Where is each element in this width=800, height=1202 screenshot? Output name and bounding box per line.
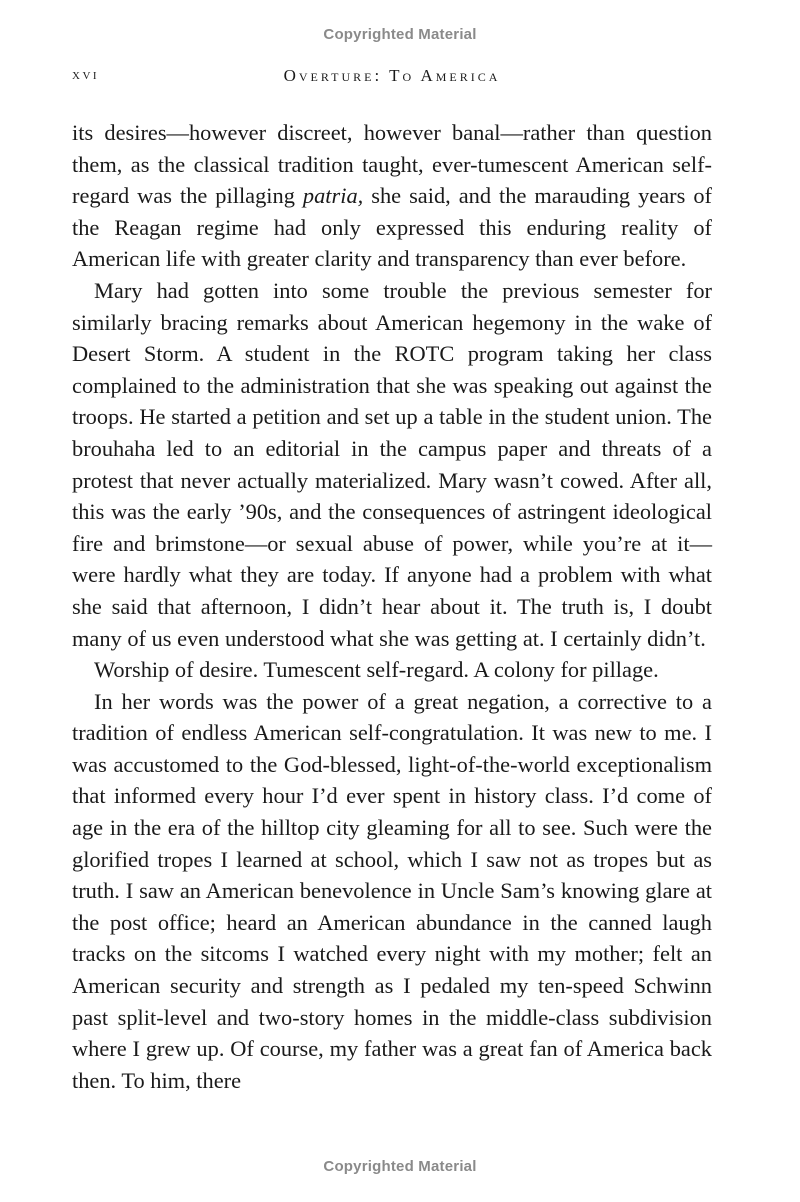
running-header [72,66,712,90]
copyright-watermark-bottom: Copyrighted Material [323,1158,477,1175]
italic-word-patria: patria, [302,183,364,209]
paragraph-continued [72,117,712,275]
running-title: Overture: To America [283,66,501,85]
paragraph-1-text-before: its desires—however discreet, however banal—rather than question them, as the classical tradition taught, ever-tumescent American self-regard was the pillaging [72,120,712,209]
copyright-watermark-top: Copyrighted Material [323,26,477,43]
paragraph-mary-trouble: Mary had gotten into some trouble the previous semester for similarly bracing remarks about American hegemony in the wake of Desert Storm. A student in the ROTC program taking her class complained to the administration that she was speaking out against the troops. He started a petition and set up a table in the student union. The brouhaha led to an editorial in the campus paper and threats of a protest that never actually materialized. Mary wasn’t cowed. After all, this was the early ’90s, and the consequences of astringent ideological fire and brimstone—or sexual abuse of power, while you’re at it—were hardly what they are today. If anyone had a problem with what she said that afternoon, I didn’t hear about it. The truth is, I doubt many of us even understood what she was getting at. I certainly didn’t. [72,277,712,651]
paragraph-worship-of-desire: Worship of desire. Tumescent self-regard. A colony for pillage. [94,657,659,683]
paragraph-great-negation: In her words was the power of a great negation, a corrective to a tradition of endless American self-congratulation. It was new to me. I was accustomed to the God-blessed, light-of-the-world exceptionalism that informed every hour I’d ever spent in history class. I’d come of age in the era of the hilltop city gleaming for all to see. Such were the glorified tropes I learned at school, which I saw not as tropes but as truth. I saw an American benevolence in Uncle Sam’s knowing glare at the post office; heard an American abundance in the canned laugh tracks on the sitcoms I watched every night with my mother; felt an American security and strength as I pedaled my ten-speed Schwinn past split-level and two-story homes in the middle-class subdivision where I grew up. Of course, my father was a great fan of America back then. To him, there [72,688,712,1093]
page-number: xvi [72,66,100,83]
paragraph-1-text-after: she said, and the marauding years of the Reagan regime had only expressed this enduring reality of American life with greater clarity and transparency than ever before. [72,183,712,272]
body-text [72,117,712,1096]
